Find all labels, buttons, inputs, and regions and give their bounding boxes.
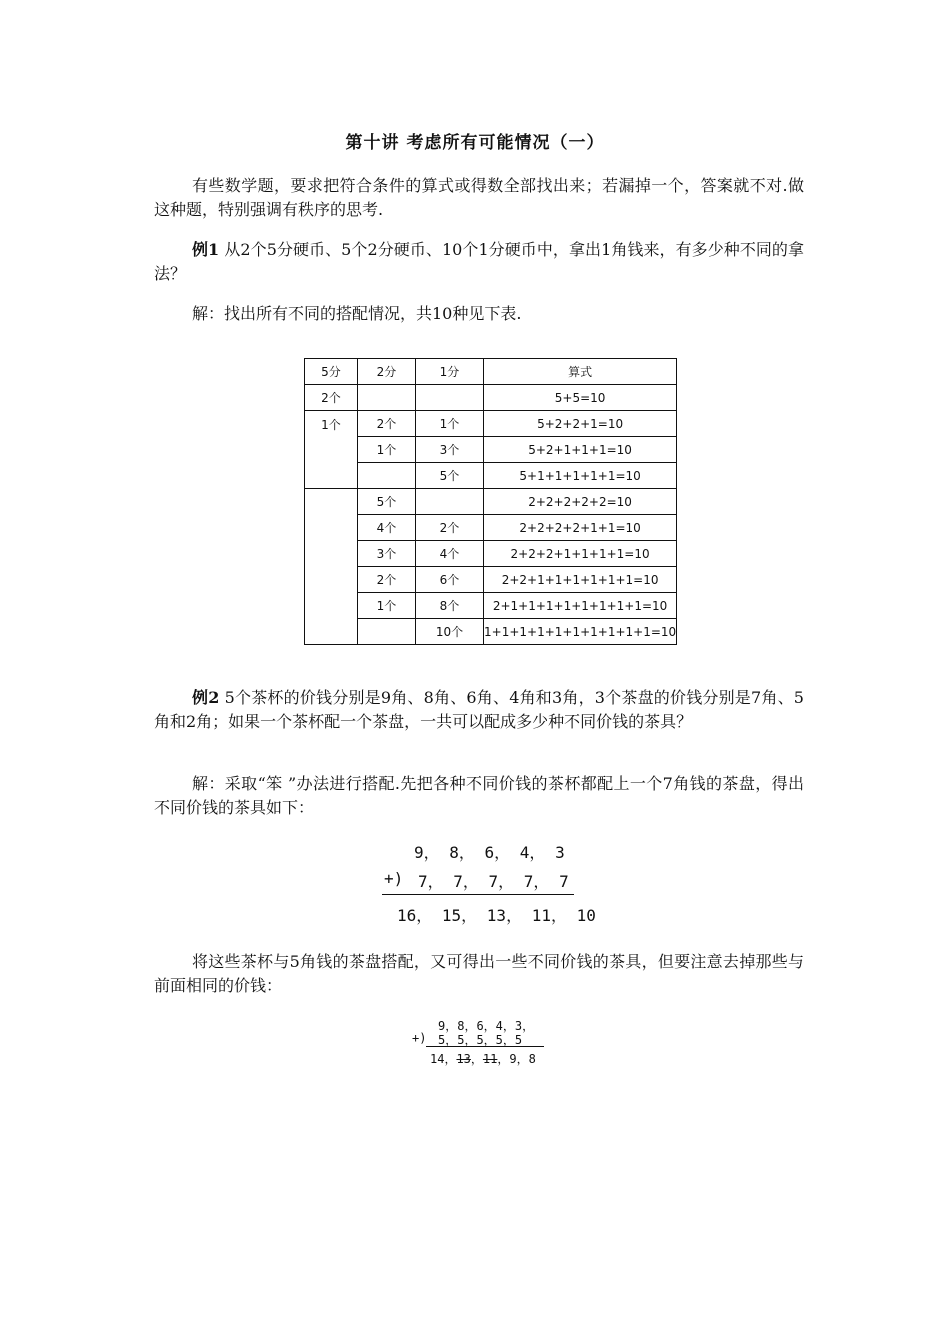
table-cell <box>358 463 416 489</box>
table-header-cell: 算式 <box>484 359 677 385</box>
table-cell: 2+2+2+1+1+1+1=10 <box>484 541 677 567</box>
example2-question: 5个茶杯的价钱分别是9角、8角、6角、4角和3角，3个茶盘的价钱分别是7角、5角和2角；如果一个茶杯配一个茶盘，一共可以配成多少种不同价钱的茶具？ <box>154 688 804 731</box>
table-row <box>305 541 677 567</box>
coin-combination-table <box>304 358 677 645</box>
sum1-addend2: 7， 7， 7， 7， 7 <box>418 872 569 891</box>
table-cell: 1个 <box>416 411 484 437</box>
table-header-cell: 5分 <box>305 359 358 385</box>
intro-paragraph: 有些数学题，要求把符合条件的算式或得数全部找出来；若漏掉一个，答案就不对.做这种题，特别强调有秩序的思考. <box>154 176 804 219</box>
table-cell: 8个 <box>416 593 484 619</box>
table-cell: 6个 <box>416 567 484 593</box>
table-cell: 1个 <box>305 411 358 489</box>
table-cell: 5+2+2+1=10 <box>484 411 677 437</box>
table-row <box>305 437 677 463</box>
sum2-result <box>430 1050 536 1067</box>
sum2-operator: +) <box>412 1031 427 1045</box>
table-row <box>305 515 677 541</box>
sum2-result-part: ，9，8 <box>497 1052 536 1066</box>
table-cell: 2+2+2+2+1+1=10 <box>484 515 677 541</box>
example2-label: 例2 <box>192 688 220 707</box>
paragraph-2: 将这些茶杯与5角钱的茶盘搭配，又可得出一些不同价钱的茶具，但要注意去掉那些与前面相同的价钱： <box>154 952 804 995</box>
sum2-crossed-11: 11 <box>482 1052 498 1066</box>
table-cell: 5+5=10 <box>484 385 677 411</box>
table-cell: 2个 <box>416 515 484 541</box>
table-row <box>305 463 677 489</box>
sum2-line <box>426 1046 544 1047</box>
table-cell: 1个 <box>358 437 416 463</box>
sum2-result-part: ， <box>470 1052 483 1066</box>
table-cell: 1个 <box>358 593 416 619</box>
table-cell: 10个 <box>416 619 484 645</box>
table-header-cell: 2分 <box>358 359 416 385</box>
table-row <box>305 385 677 411</box>
table-row <box>305 593 677 619</box>
table-cell: 2个 <box>358 411 416 437</box>
sum2-result-part: 14， <box>430 1052 457 1066</box>
example1-paragraph <box>154 238 804 286</box>
sum2-addend2: 5，5，5，5，5 <box>438 1033 523 1047</box>
table-cell: 4个 <box>416 541 484 567</box>
table-cell: 2+2+2+2+2=10 <box>484 489 677 515</box>
table-cell <box>358 619 416 645</box>
table-cell: 3个 <box>358 541 416 567</box>
sum2-addend1: 9，8，6，4，3， <box>438 1019 535 1033</box>
sum1-addend1: 9， 8， 6， 4， 3 <box>414 843 565 862</box>
table-cell <box>416 385 484 411</box>
table-cell <box>305 489 358 645</box>
example1-label: 例1 <box>192 240 220 259</box>
table-row <box>305 619 677 645</box>
table-cell <box>416 489 484 515</box>
example1-question: 从2个5分硬币、5个2分硬币、10个1分硬币中，拿出1角钱来，有多少种不同的拿法？ <box>154 240 804 283</box>
table-cell: 2+1+1+1+1+1+1+1+1=10 <box>484 593 677 619</box>
table-cell <box>358 385 416 411</box>
table-cell: 5+2+1+1+1=10 <box>484 437 677 463</box>
table-cell: 1+1+1+1+1+1+1+1+1+1=10 <box>484 619 677 645</box>
page-title: 第十讲 考虑所有可能情况（一） <box>345 133 605 153</box>
table-cell: 5+1+1+1+1+1=10 <box>484 463 677 489</box>
example2-solution: 解：采取“笨 ”办法进行搭配.先把各种不同价钱的茶杯都配上一个7角钱的茶盘，得出不同价钱的茶具如下： <box>154 774 804 817</box>
table-cell: 3个 <box>416 437 484 463</box>
table-header-row <box>305 359 677 385</box>
table-row <box>305 411 677 437</box>
table-row <box>305 489 677 515</box>
sum1-line <box>382 894 574 895</box>
table-cell: 2+2+1+1+1+1+1+1=10 <box>484 567 677 593</box>
table-cell: 5个 <box>416 463 484 489</box>
sum2-crossed-13: 13 <box>456 1052 471 1066</box>
table-row <box>305 567 677 593</box>
table-cell: 2个 <box>305 385 358 411</box>
table-cell: 4个 <box>358 515 416 541</box>
sum1-result: 16， 15， 13， 11， 10 <box>397 906 596 925</box>
table-header-cell: 1分 <box>416 359 484 385</box>
table-cell: 2个 <box>358 567 416 593</box>
table-cell: 5个 <box>358 489 416 515</box>
example1-solution: 解：找出所有不同的搭配情况，共10种见下表. <box>192 304 522 323</box>
sum1-operator: +) <box>384 869 404 888</box>
example2-paragraph <box>154 686 804 734</box>
